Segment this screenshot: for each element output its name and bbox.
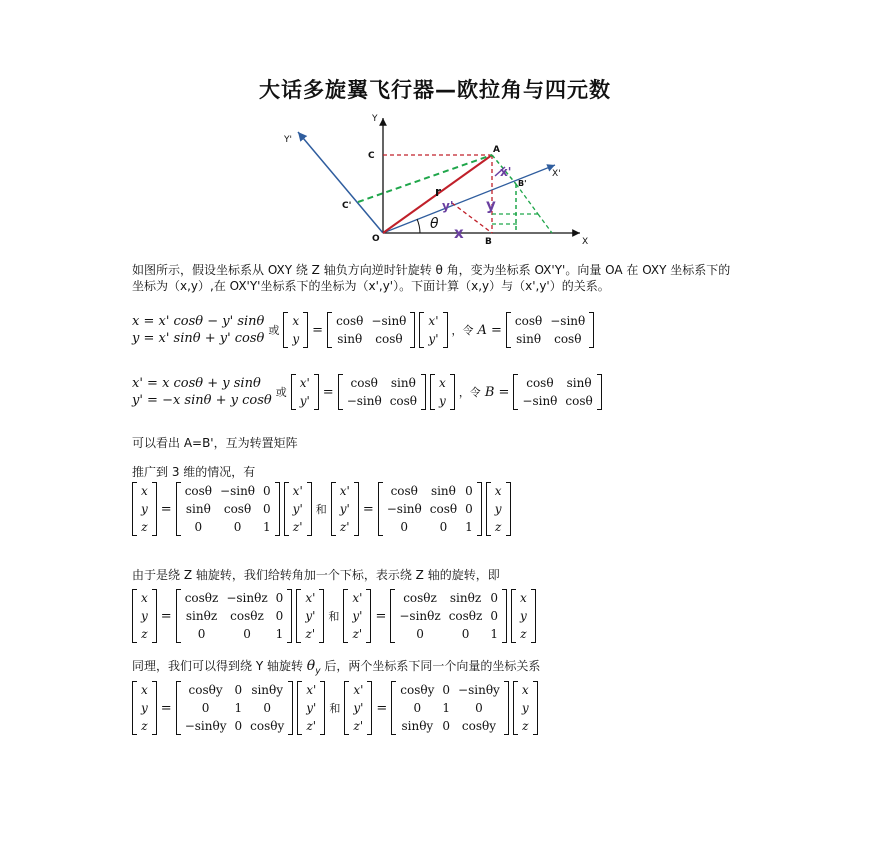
x-prime-axis — [383, 165, 555, 233]
svg-text:y': y' — [442, 199, 454, 213]
theta-label: θ — [430, 216, 439, 232]
svg-text:Y': Y' — [284, 135, 292, 145]
equation-z: x y z = cosθz −sinθz 0 sinθz cosθz 0 0 0 1 x' y' z' 和 x' y' z' = cosθz sinθz 0 −sinθz cosθz 0 0 0 1 x y z — [132, 589, 536, 643]
rotation-diagram — [280, 110, 600, 250]
svg-text:x': x' — [500, 165, 512, 179]
y-prime-axis — [298, 132, 383, 233]
page-title: 大话多旋翼飞行器—欧拉角与四元数 — [259, 78, 611, 102]
svg-text:C': C' — [342, 201, 352, 211]
svg-text:X': X' — [552, 169, 561, 179]
svg-text:Y: Y — [372, 114, 378, 124]
transpose-note: 可以看出 A=B'，互为转置矩阵 — [132, 436, 298, 450]
equation-1: x = x' cosθ − y' sinθ y = x' sinθ + y' cosθ 或 x y = cosθ −sinθ sinθ cosθ x' y' ，令 A = cosθ −sinθ sinθ cosθ — [132, 312, 594, 348]
svg-text:r: r — [435, 185, 441, 199]
svg-text:B': B' — [518, 179, 527, 188]
svg-text:C: C — [368, 151, 375, 161]
equation-2: x' = x cosθ + y sinθ y' = −x sinθ + y cosθ 或 x' y' = cosθ sinθ −sinθ cosθ x y ，令 B = cosθ sinθ −sinθ cosθ — [132, 374, 602, 410]
svg-text:B: B — [485, 237, 492, 247]
equation-y: x y z = cosθy 0 sinθy 0 1 0 −sinθy 0 cosθy x' y' z' 和 x' y' z' = cosθy 0 −sinθy 0 1 0 sinθy 0 cosθy x y z — [132, 681, 538, 735]
z-rotation-text: 由于是绕 Z 轴旋转，我们给转角加一个下标，表示绕 Z 轴的旋转，即 — [132, 568, 500, 582]
svg-text:x: x — [454, 224, 464, 242]
svg-text:O: O — [372, 234, 380, 244]
svg-text:A: A — [493, 145, 500, 155]
svg-text:X: X — [582, 237, 589, 247]
svg-text:y: y — [486, 196, 496, 214]
intro-paragraph: 如图所示，假设坐标系从 OXY 绕 Z 轴负方向逆时针旋转 θ 角，变为坐标系 OX'Y'。向量 OA 在 OXY 坐标系下的坐标为（x,y）,在 OX'Y'坐标系下的坐标为（x',y'）。下面计算（x,y）与（x',y'）的关系。 — [132, 263, 731, 293]
y-rotation-text: 同理，我们可以得到绕 Y 轴旋转 $\theta_y$ 后，两个坐标系下同一个向量的坐标关系 — [132, 658, 541, 677]
equation-3d: x y z = cosθ −sinθ 0 sinθ cosθ 0 0 0 1 x' y' z' 和 x' y' z' = cosθ sinθ 0 −sinθ cosθ 0 0 0 1 x y z — [132, 482, 511, 536]
generalize-3d-text: 推广到 3 维的情况，有 — [132, 465, 256, 479]
